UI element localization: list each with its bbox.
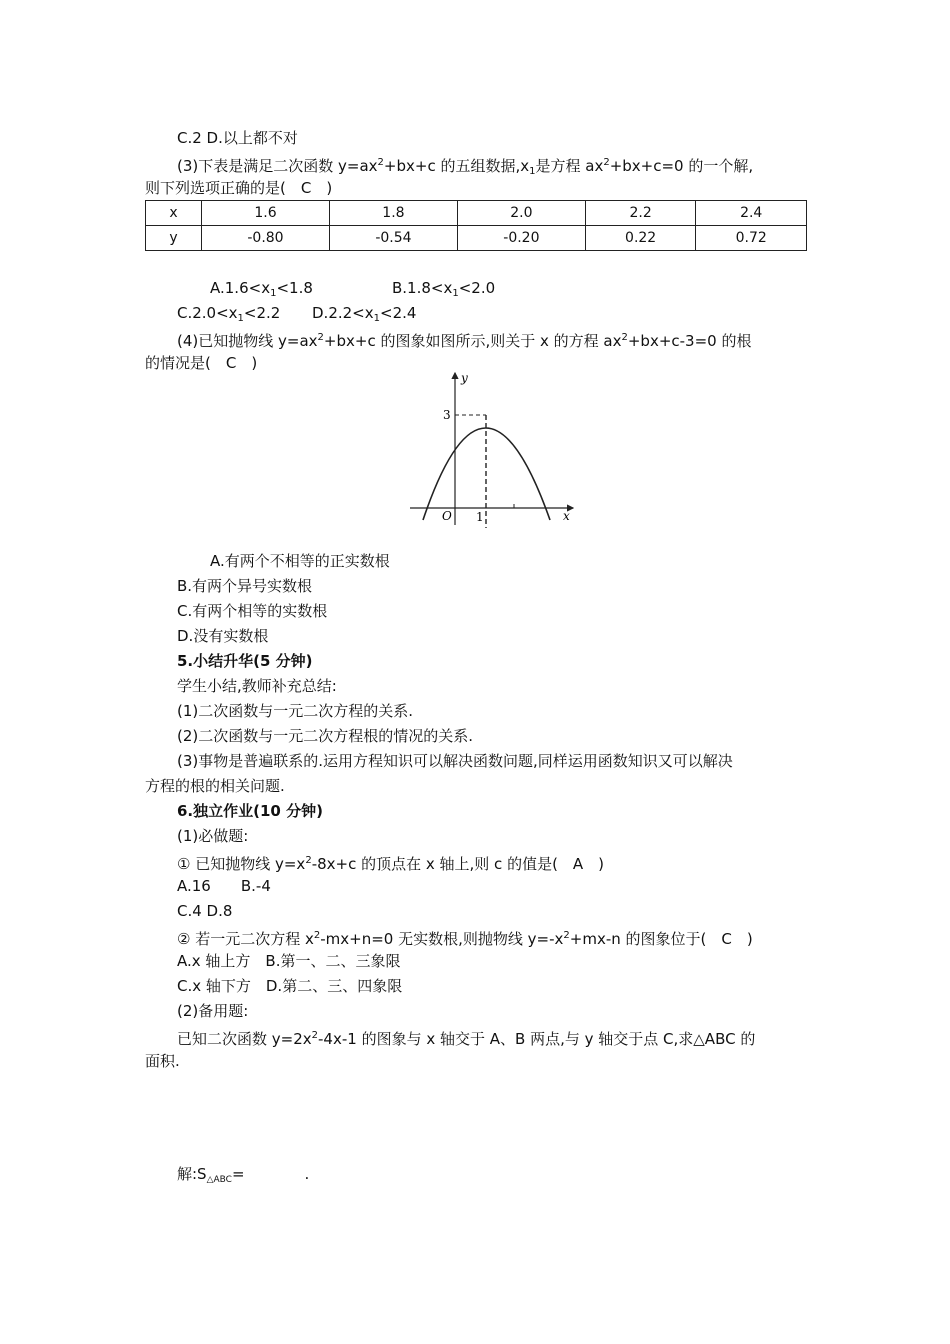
table-cell: -0.80: [202, 226, 330, 251]
data-table: [145, 200, 807, 251]
table-cell: x: [146, 201, 202, 226]
section-6-title: 6.独立作业(10 分钟): [177, 802, 323, 820]
backup-question: 已知二次函数 $y=2x^2-4x-1$ 的图象与 x 轴交于 A、B 两点,与 y 轴交于点 C,求△ABC 的: [177, 1030, 756, 1048]
table-cell: -0.20: [457, 226, 585, 251]
vertex-x-label: 1: [476, 510, 484, 524]
q4-stem: (4)已知抛物线 $y=ax^2+bx+c$ 的图象如图所示,则关于 x 的方程 $ax^2+bx+c-3=0$ 的根: [177, 332, 752, 350]
table-cell: 2.2: [585, 201, 696, 226]
table-cell: 1.6: [202, 201, 330, 226]
s6-q1-options-ab: A.16 B.-4: [177, 877, 271, 895]
q3-option-b: $B.1.8<x_1<2.0$: [392, 279, 496, 299]
table-cell: -0.54: [329, 226, 457, 251]
q3-option-a: $A.1.6<x_1<1.8$: [210, 279, 313, 299]
table-cell: 0.22: [585, 226, 696, 251]
table-cell: 2.4: [696, 201, 807, 226]
section-5-point-3-cont: 方程的根的相关问题.: [145, 777, 285, 795]
q3-option-c: $C.2.0<x_1<2.2$: [177, 304, 281, 324]
s6-q2-options-ab: A.x 轴上方 B.第一、二、三象限: [177, 952, 401, 970]
y-axis-label: y: [461, 371, 468, 385]
option-line-c2-d: C.2 D.以上都不对: [177, 129, 298, 147]
origin-label: O: [442, 509, 452, 523]
s6-q1-options-cd: C.4 D.8: [177, 902, 233, 920]
parabola-graph: [405, 370, 580, 530]
x-axis-label: x: [563, 509, 570, 523]
section-6-required: (1)必做题:: [177, 827, 249, 845]
table-cell: y: [146, 226, 202, 251]
table-cell: 1.8: [329, 201, 457, 226]
s6-q2-options-cd: C.x 轴下方 D.第二、三、四象限: [177, 977, 403, 995]
section-5-point-2: (2)二次函数与一元二次方程根的情况的关系.: [177, 727, 474, 745]
table-cell: 2.0: [457, 201, 585, 226]
section-5-title: 5.小结升华(5 分钟): [177, 652, 313, 670]
q4-stem-line2: 的情况是( C ): [145, 354, 258, 372]
backup-question-line2: 面积.: [145, 1052, 180, 1070]
section-5-point-1: (1)二次函数与一元二次方程的关系.: [177, 702, 414, 720]
section-5-point-3: (3)事物是普遍联系的.运用方程知识可以解决函数问题,同样运用函数知识又可以解决: [177, 752, 733, 770]
section-6-backup: (2)备用题:: [177, 1002, 249, 1020]
vertex-y-label: 3: [443, 408, 451, 422]
s6-q2-stem: ② 若一元二次方程 $x^2-mx+n=0$ 无实数根,则抛物线 $y=-x^2+mx-n$ 的图象位于( C ): [177, 930, 753, 948]
q4-option-c: C.有两个相等的实数根: [177, 602, 328, 620]
q4-option-d: D.没有实数根: [177, 627, 269, 645]
q3-stem-line2: 则下列选项正确的是( C ): [145, 179, 333, 197]
s6-q1-stem: ① 已知抛物线 $y=x^2-8x+c$ 的顶点在 x 轴上,则 c 的值是( A ): [177, 855, 605, 873]
section-5-intro: 学生小结,教师补充总结:: [177, 677, 337, 695]
table-row: [146, 201, 807, 226]
q3-stem: (3)下表是满足二次函数 $y=ax^2+bx+c$ 的五组数据$,x_1$是方程 $ax^2+bx+c=0$ 的一个解,: [177, 157, 754, 177]
table-row: [146, 226, 807, 251]
q4-option-b: B.有两个异号实数根: [177, 577, 313, 595]
q4-option-a: A.有两个不相等的正实数根: [210, 552, 390, 570]
solution-line: 解$:S_{\triangle ABC}=$ .: [177, 1165, 310, 1185]
q3-option-d: $D.2.2<x_1<2.4$: [312, 304, 417, 324]
table-cell: 0.72: [696, 226, 807, 251]
